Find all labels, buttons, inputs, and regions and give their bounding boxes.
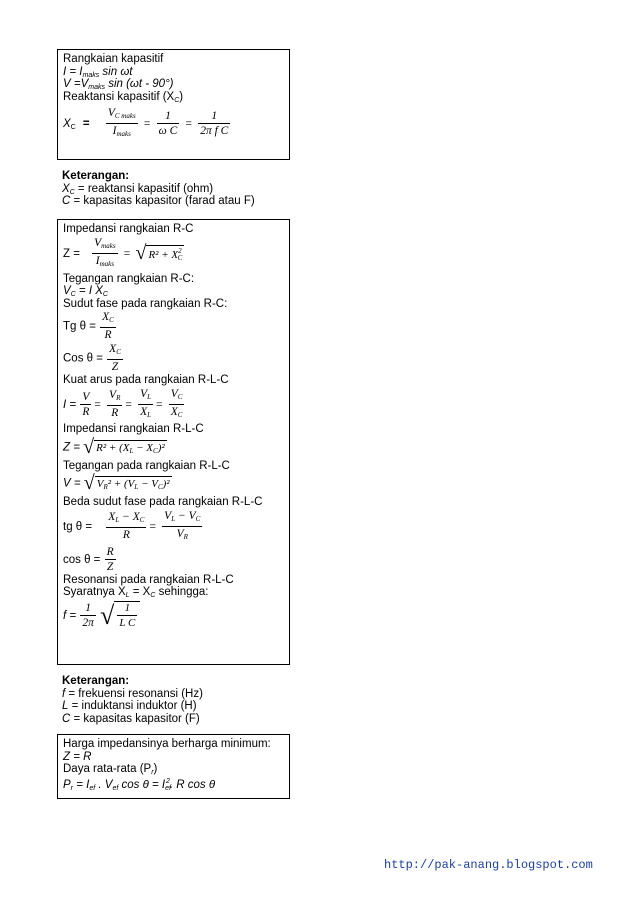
- fraction-vcmaks-over-imaks: $\frac{V_{C maks}}{I_{maks}}$: [106, 107, 138, 141]
- fraction-one-over-2pi-f-c: $\frac{1}{\text{2π f C}}$: [200, 110, 229, 138]
- legend-1-c: C = kapasitas kapasitor (farad atau F): [62, 195, 255, 208]
- fraction-one-over-omega-c: $\frac{1}{\text{ω C}}$: [158, 110, 178, 138]
- rc-phase-heading: Sudut fase pada rangkaian R-C:: [63, 297, 228, 310]
- blog-url-link[interactable]: http://pak-anang.blogspot.com: [384, 858, 593, 872]
- box3-heading: Harga impedansinya berharga minimum:: [63, 738, 271, 750]
- legend-1-title: Keterangan:: [62, 170, 130, 182]
- rlc-current-heading: Kuat arus pada rangkaian R-L-C: [63, 374, 229, 387]
- rlc-phase-heading: Beda sudut fase pada rangkaian R-L-C: [63, 496, 263, 509]
- rc-rlc-circuit-box: [57, 219, 290, 665]
- legend-2-c: C = kapasitas kapasitor (F): [62, 712, 200, 725]
- resonance-frequency-formula: f = $\frac{1}{2\pi}$ √ $\frac{1}{\text{L C}}$: [63, 601, 289, 631]
- z-equals-r: Z = R: [63, 750, 92, 763]
- rlc-resonance-heading: Resonansi pada rangkaian R-L-C: [63, 573, 234, 586]
- capacitive-circuit-box: [57, 49, 290, 160]
- voltage-equation: $V =V_{maks}$ sin (ωt - 90°): [63, 78, 174, 92]
- rlc-cos-formula: cos θ = $\frac{R}{Z}$: [63, 545, 114, 573]
- rc-voltage-formula: $V_C = I$ $X_C$: [63, 285, 108, 299]
- reactance-formula: $X_C$ = $\frac{V_{C maks}}{I_{maks}}$ = $\frac{1}{\text{ω C}}$ = $\frac{1}{\text{2π f C}}$: [63, 107, 289, 141]
- rc-impedance-heading: Impedansi rangkaian R-C: [63, 223, 194, 235]
- rlc-impedance-formula: Z = √ $R^2 + (X_L - X_C)^2$: [63, 435, 165, 458]
- rlc-current-formula: I = $\frac{V}{R}$ = $\frac{V_R}{R}$ = $\frac{V_L}{X_L}$ = $\frac{V_C}{X_C}$: [63, 388, 289, 422]
- legend-2-f: f = frekuensi resonansi (Hz): [62, 687, 203, 700]
- legend-1: [62, 170, 302, 208]
- reactance-heading: Reaktansi kapasitif $(X_C)$: [63, 90, 184, 104]
- rlc-voltage-heading: Tegangan pada rangkaian R-L-C: [63, 459, 230, 472]
- average-power-formula: $P_r = I_{ef}$ . $V_{ef}$ $\cos \theta = I_{ef}^2$. R cos θ: [63, 777, 216, 792]
- rlc-tan-formula: tg θ = $\frac{X_L - X_C}{R}$ = $\frac{V_L - V_C}{V_R}$: [63, 510, 289, 544]
- rlc-voltage-formula: V = √ $V_R^2 + (V_L - V_C)^2$: [63, 472, 170, 495]
- rc-cos-formula: Cos θ = $\frac{X_C}{Z}$: [63, 343, 121, 374]
- legend-2-title: Keterangan:: [62, 675, 130, 687]
- legend-2-l: L = induktansi induktor (H): [62, 700, 197, 713]
- resonance-condition: Syaratnya $X_L = X_C$ sehingga:: [63, 586, 209, 600]
- rlc-impedance-heading: Impedansi rangkaian R-L-C: [63, 422, 204, 435]
- legend-1-xc: $X_C$ = reaktansi kapasitif (ohm): [62, 182, 214, 196]
- rc-voltage-heading: Tegangan rangkaian R-C:: [63, 272, 195, 285]
- current-equation: $I = I_{maks}$ sin ωt: [63, 65, 133, 79]
- minimum-impedance-box: [57, 734, 290, 799]
- rc-impedance-formula: Z = $\frac{V_{maks}}{I_{maks}}$ = √ $R^2 + X^2_C$: [63, 237, 289, 271]
- rc-tan-formula: Tg θ = $\frac{X_C}{R}$: [63, 311, 114, 342]
- average-power-heading: Daya rata-rata $(P_r)$: [63, 763, 158, 777]
- legend-2: [62, 675, 302, 725]
- box1-title: Rangkaian kapasitif: [63, 53, 164, 65]
